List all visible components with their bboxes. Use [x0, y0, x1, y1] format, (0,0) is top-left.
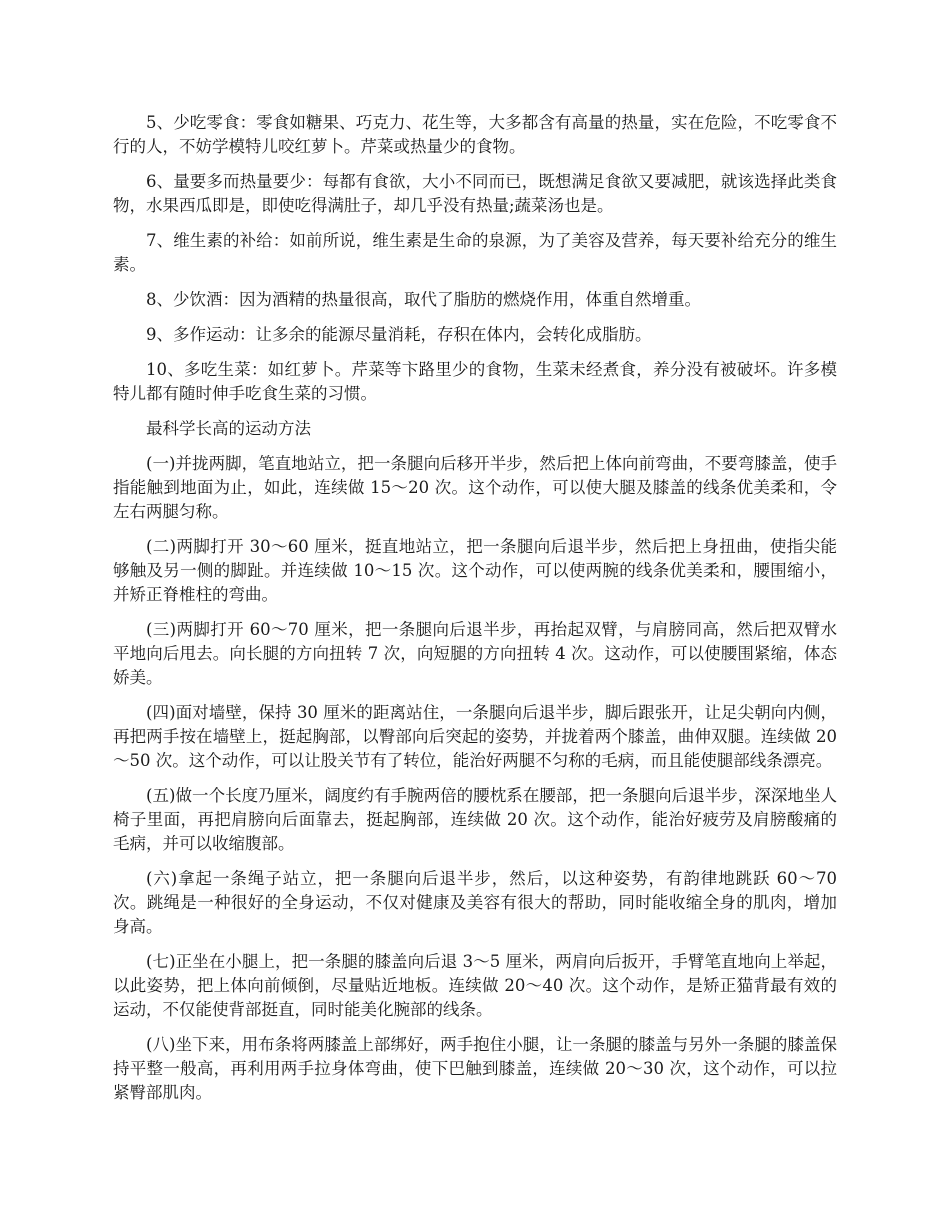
diet-tip-paragraph: 9、多作运动：让多余的能源尽量消耗，存积在体内，会转化成脂肪。	[146, 325, 652, 344]
diet-tip-paragraph: 6、量要多而热量要少：每都有食欲，大小不同而已，既想满足食欲又要减肥，就该选择此类食物，水果西瓜即是，即使吃得满肚子，却几乎没有热量;蔬菜汤也是。	[113, 172, 837, 215]
document-body	[113, 111, 837, 1116]
diet-tip-paragraph: 7、维生素的补给：如前所说，维生素是生命的泉源，为了美容及营养，每天要补给充分的维生素。	[113, 231, 837, 274]
exercise-paragraph: (二)两脚打开 30～60 厘米，挺直地站立，把一条腿向后退半步，然后把上身扭曲，使指尖能够触及另一侧的脚趾。并连续做 10～15 次。这个动作，可以使两腕的线条优美柔和，腰围缩小，并矫正脊椎柱的弯曲。	[113, 537, 837, 604]
exercise-paragraph: (八)坐下来，用布条将两膝盖上部绑好，两手抱住小腿，让一条腿的膝盖与另外一条腿的膝盖保持平整一般高，再利用两手拉身体弯曲，使下巴触到膝盖，连续做 20～30 次，这个动作，可以拉紧臀部肌肉。	[113, 1035, 837, 1102]
diet-tip-paragraph: 10、多吃生菜：如红萝卜。芹菜等卞路里少的食物，生菜未经煮食，养分没有被破坏。许多模特儿都有随时伸手吃食生菜的习惯。	[113, 360, 837, 403]
exercise-paragraph: (六)拿起一条绳子站立，把一条腿向后退半步，然后，以这种姿势，有韵律地跳跃 60～70 次。跳绳是一种很好的全身运动，不仅对健康及美容有很大的帮助，同时能收缩全身的肌肉，增加身高。	[113, 869, 837, 936]
exercise-paragraph: (五)做一个长度乃厘米，阔度约有手腕两倍的腰枕系在腰部，把一条腿向后退半步，深深地坐人椅子里面，再把肩膀向后面靠去，挺起胸部，连续做 20 次。这个动作，能治好疲劳及肩膀酸痛的毛病，并可以收缩腹部。	[113, 786, 837, 853]
diet-tip-paragraph: 8、少饮酒：因为酒精的热量很高，取代了脂肪的燃烧作用，体重自然增重。	[146, 290, 701, 309]
exercise-paragraph: (四)面对墙壁，保持 30 厘米的距离站住，一条腿向后退半步，脚后跟张开，让足尖朝向内侧，再把两手按在墙壁上，挺起胸部，以臀部向后突起的姿势，并拢着两个膝盖，曲伸双腿。连续做 20～50 次。这个动作，可以让股关节有了转位，能治好两腿不匀称的毛病，而且能使腿部线条漂亮。	[113, 703, 837, 770]
exercise-paragraph: (三)两脚打开 60～70 厘米，把一条腿向后退半步，再抬起双臂，与肩膀同高，然后把双臂水平地向后甩去。向长腿的方向扭转 7 次，向短腿的方向扭转 4 次。这动作，可以使腰围紧缩，体态娇美。	[113, 620, 837, 687]
section-heading: 最科学长高的运动方法	[146, 419, 311, 438]
exercise-paragraph: (一)并拢两脚，笔直地站立，把一条腿向后移开半步，然后把上体向前弯曲，不要弯膝盖，使手指能触到地面为止，如此，连续做 15～20 次。这个动作，可以使大腿及膝盖的线条优美柔和，令左右两腿匀称。	[113, 454, 837, 521]
diet-tip-paragraph: 5、少吃零食：零食如糖果、巧克力、花生等，大多都含有高量的热量，实在危险，不吃零食不行的人，不妨学模特儿咬红萝卜。芹菜或热量少的食物。	[113, 113, 837, 156]
exercise-paragraph: (七)正坐在小腿上，把一条腿的膝盖向后退 3～5 厘米，两肩向后扳开，手臂笔直地向上举起，以此姿势，把上体向前倾倒，尽量贴近地板。连续做 20～40 次。这个动作，是矫正猫背最有效的运动，不仅能使背部挺直，同时能美化腕部的线条。	[113, 952, 837, 1019]
